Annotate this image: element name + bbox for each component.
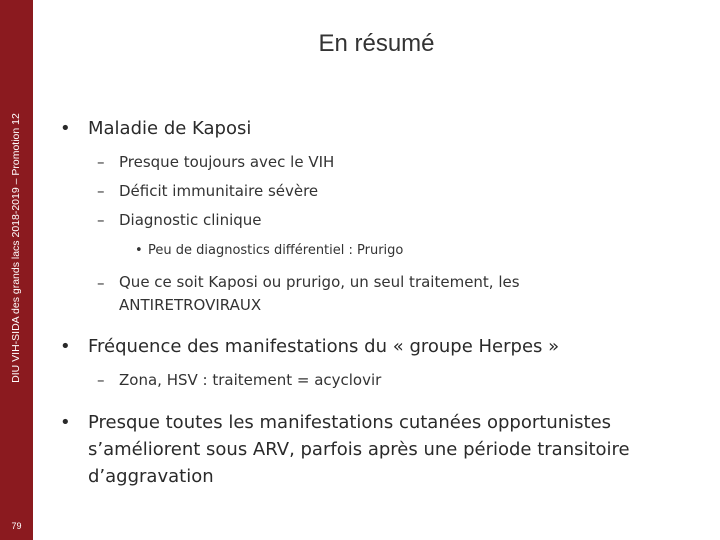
bullet-herpes — [60, 333, 700, 360]
sub-bullet-text: Presque toujours avec le VIH — [119, 153, 335, 171]
bullet-kaposi — [60, 115, 700, 142]
dash-icon: – — [97, 182, 105, 200]
dash-icon: – — [97, 211, 105, 229]
dash-icon: – — [97, 153, 105, 171]
bullet-dot-icon: • — [60, 118, 71, 139]
dash-icon: – — [97, 274, 105, 292]
slide-content — [60, 115, 700, 490]
course-label: DIU VIH-SIDA des grands lacs 2018-2019 – Promotion 12 — [10, 113, 22, 383]
sub-sub-bullet-prurigo — [60, 241, 700, 261]
sidebar-band — [0, 0, 33, 540]
sub-bullet-vih — [60, 150, 700, 175]
sub-bullet-text: Que ce soit Kaposi ou prurigo, un seul traitement, les ANTIRETROVIRAUX — [119, 273, 520, 314]
sub-sub-bullet-text: Peu de diagnostics différentiel : Prurigo — [148, 243, 404, 258]
sub-bullet-treatment — [60, 271, 700, 317]
bullet-dot-icon: • — [135, 243, 143, 258]
bullet-dot-icon: • — [60, 336, 71, 357]
sub-bullet-text: Déficit immunitaire sévère — [119, 182, 319, 200]
bullet-herpes-text: Fréquence des manifestations du « groupe Herpes » — [88, 336, 560, 357]
bullet-dot-icon: • — [60, 412, 71, 433]
bullet-cutaneous-text: Presque toutes les manifestations cutanées opportunistes s’améliorent sous ARV, parfois après une période transitoire d’aggravation — [88, 412, 630, 487]
sub-bullet-diagnostic — [60, 208, 700, 233]
slide-number: 79 — [11, 521, 22, 531]
slide-title: En résumé — [318, 30, 435, 57]
sub-bullet-zona — [60, 368, 700, 393]
sub-bullet-text: Zona, HSV : traitement = acyclovir — [119, 371, 382, 389]
dash-icon: – — [97, 371, 105, 389]
bullet-cutaneous — [60, 409, 700, 490]
sub-bullet-text: Diagnostic clinique — [119, 211, 262, 229]
sub-bullet-deficit — [60, 179, 700, 204]
bullet-kaposi-text: Maladie de Kaposi — [88, 118, 252, 139]
